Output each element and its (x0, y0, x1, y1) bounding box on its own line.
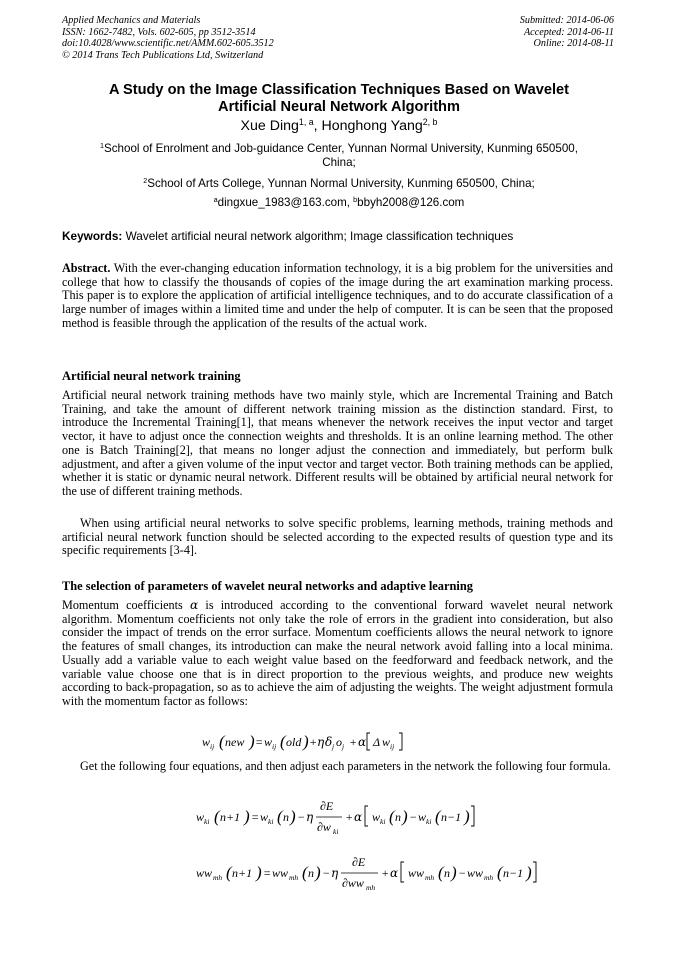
section-heading-training: Artificial neural network training (62, 369, 241, 383)
eq3-term1: ww (272, 866, 289, 880)
eq3-paren: ) (526, 863, 532, 882)
keywords (62, 229, 616, 243)
eq1-alpha: α (358, 735, 367, 749)
eq1-eta: η (317, 735, 325, 749)
issn-line: ISSN: 1662-7482, Vols. 602-605, pp 3512-3514 (62, 26, 256, 38)
eq3-paren: ( (438, 863, 444, 882)
eq3-alpha: α (390, 866, 399, 880)
eq2-denominator: ∂w (317, 820, 331, 834)
eq3-paren: ) (315, 863, 321, 882)
eq2-minus-2: − (409, 810, 418, 824)
eq2-eta: η (306, 810, 314, 824)
keywords-text: Wavelet artificial neural network algorithm; Image classification techniques (122, 229, 514, 243)
para-text-start: Momentum coefficients (62, 598, 190, 612)
eq2-term1: w (260, 810, 269, 824)
eq3-paren: ( (497, 863, 503, 882)
eq1-w: w (382, 735, 391, 749)
eq2-b2: w (418, 810, 427, 824)
accepted-date: Accepted: 2014-06-11 (523, 26, 614, 38)
eq3-plus: + (381, 866, 390, 880)
eq2-arg-nm1: n−1 (441, 810, 462, 824)
eq2-lhs-sub: ki (204, 817, 210, 826)
eq2-paren: ( (277, 807, 283, 826)
author-1: Xue Ding (240, 118, 299, 134)
eq2-paren: ( (214, 807, 220, 826)
affiliation-1-mark: 1 (100, 141, 105, 151)
eq1-plus-1: + (309, 735, 318, 749)
affiliation-2-text: School of Arts College, Yunnan Normal University, Kunming 650500, China; (147, 177, 535, 190)
author-1-affil: 1, a (298, 117, 314, 128)
affiliation-1 (62, 142, 616, 170)
author-2: Honghong Yang (321, 118, 423, 134)
equation-wki-update (196, 798, 486, 842)
eq1-bracket-right (399, 733, 402, 750)
title-line-1: A Study on the Image Classification Techniques Based on Wavelet (108, 82, 570, 98)
alpha-symbol: α (189, 598, 199, 612)
eq2-minus: − (297, 810, 306, 824)
eq1-paren: ( (219, 732, 225, 751)
eq3-arg-nm1: n−1 (503, 866, 524, 880)
eq1-Delta: Δ (373, 735, 381, 749)
eq2-paren: ) (402, 807, 408, 826)
eq3-bracket-left (401, 862, 404, 882)
eq2-paren: ) (464, 807, 470, 826)
eq3-arg-np1: n+1 (232, 866, 253, 880)
equation-wwmh-update (196, 853, 546, 899)
eq1-o: o (336, 735, 342, 749)
eq3-minus: − (322, 866, 331, 880)
eq3-term1-sub: mh (289, 873, 299, 882)
eq3-bracket-right (533, 862, 536, 882)
affiliation-1-line-2: China; (322, 156, 356, 169)
online-date: Online: 2014-08-11 (533, 38, 614, 50)
eq2-term1-sub: ki (268, 817, 274, 826)
eq2-plus: + (345, 810, 354, 824)
eq2-b2-sub: ki (426, 817, 432, 826)
eq1-lhs-sub: ij (210, 742, 215, 751)
eq3-b1-sub: mh (425, 873, 435, 882)
affiliation-2 (62, 177, 616, 191)
email-b: bbyh2008@126.com (357, 196, 465, 209)
eq2-paren: ( (435, 807, 441, 826)
eq3-b2: ww (467, 866, 484, 880)
section-training-para-1: Artificial neural network training methods have two mainly style, which are Incremental Training and Batch Training, and take the amount of different network training mission as the distinction standard. First, to introduce the Incremental Training[1], that means whenever the network receives the input vector and target vector, it have to adjust once the connection weights and thresholds. It is an online learning method. The other one is Batch Training[2], that means no longer adjust the connection and immediately, but perform bulk adjustment, and after a given volume of the input vector and target vector. Both training methods can be applied, whether it is static or dynamic neural network. Different results will be obtained by artificial neural network for the use of different training methods. (62, 388, 613, 498)
eq2-lhs: w (196, 810, 205, 824)
eq2-b1: w (372, 810, 381, 824)
eq1-delta-sub: j (332, 742, 335, 751)
eq3-b1: ww (408, 866, 425, 880)
eq1-plus-2: + (349, 735, 358, 749)
title-line-2: Artificial Neural Network Algorithm (218, 98, 460, 115)
eq1-paren: ) (249, 732, 255, 751)
eq1-equals: = (255, 735, 264, 749)
eq3-b2-sub: mh (484, 873, 494, 882)
eq1-term1-sub: ij (272, 742, 277, 751)
eq2-numerator: ∂E (320, 799, 334, 813)
equation-momentum-update (202, 730, 418, 752)
affiliation-1-line-1: School of Enrolment and Job-guidance Center, Yunnan Normal University, Kunming 650500, (104, 142, 578, 155)
section-training-para-2: When using artificial neural networks to solve specific problems, learning methods, training methods and artificial neural network function should be selected according to the expected results of question type and its specific requirements [3-4]. (62, 516, 613, 558)
eq3-arg-n: n (308, 866, 314, 880)
copyright-line: © 2014 Trans Tech Publications Ltd, Switzerland (62, 49, 264, 61)
eq3-denominator-sub: mh (366, 883, 376, 892)
eq1-term1-arg: old (286, 735, 302, 749)
eq3-paren: ) (451, 863, 457, 882)
paper-title (62, 82, 616, 115)
eq2-arg-n: n (283, 810, 289, 824)
abstract-text: With the ever-changing education information technology, it is a big problem for the universities and college that how to classify the thousands of copies of the image during the art examination marking process. This paper is to explore the application of artificial intelligence techniques, and to do accurate classification of a large number of images within a limited time and under the help of computer. It is can be seen that the proposed method is feasible through the application of the results of the actual work. (62, 261, 613, 330)
eq3-eta: η (331, 866, 339, 880)
submitted-date: Submitted: 2014-06-06 (519, 15, 614, 26)
author-list (62, 118, 616, 135)
email-a: dingxue_1983@163.com, (217, 196, 354, 209)
journal-header (62, 15, 274, 61)
journal-name: Applied Mechanics and Materials (62, 15, 201, 26)
eq1-lhs: w (202, 735, 211, 749)
para-text-rest: is introduced according to the conventional forward wavelet neural network algorithm. Momentum coefficients not only take the role of errors in the gradient into consideration, but also consider the impact of trends on the error surface. Momentum coefficients allows the neural network to ignore the features of small changes, its introduction can make the neural network avoid falling into a local minima. Usually add a variable value to each weight value based on the feedforward and feedback network, and the variable value choose one that is in direct proportion to the previous weights, and produce new weights according to back-propagation, so as to achieve the aim of adjusting the weights. The weight adjustment formula with the momentum factor as follows: (62, 598, 613, 708)
eq1-paren: ( (280, 732, 286, 751)
author-emails (62, 196, 616, 210)
author-2-affil: 2, b (422, 117, 438, 128)
doi-line: doi:10.4028/www.scientific.net/AMM.602-605.3512 (62, 38, 274, 50)
eq1-o-sub: j (342, 742, 345, 751)
eq2-paren: ) (244, 807, 250, 826)
email-a-mark: a (213, 195, 218, 205)
eq1-lhs-arg: new (225, 735, 245, 749)
section-heading-parameters: The selection of parameters of wavelet neural networks and adaptive learning (62, 579, 473, 593)
eq2-bracket-right (471, 806, 474, 826)
eq3-lhs-sub: mh (213, 873, 223, 882)
author-separator: , (313, 118, 322, 134)
eq3-equals: = (263, 866, 272, 880)
eq2-alpha: α (354, 810, 363, 824)
eq3-paren: ) (256, 863, 262, 882)
eq1-bracket-left (367, 733, 370, 750)
abstract (62, 262, 613, 331)
email-b-mark: b (353, 195, 358, 205)
eq2-arg-n-2: n (395, 810, 401, 824)
eq2-arg-np1: n+1 (220, 810, 241, 824)
section-parameters-para-1 (62, 599, 613, 709)
eq3-paren: ( (302, 863, 308, 882)
eq2-bracket-left (365, 806, 368, 826)
eq1-w-sub: ij (390, 742, 395, 751)
section-parameters-para-2: Get the following four equations, and then adjust each parameters in the network the following four formula. (80, 759, 611, 773)
eq1-delta: δ (325, 735, 333, 749)
eq3-arg-n-2: n (444, 866, 450, 880)
eq2-paren: ( (389, 807, 395, 826)
dates-header (520, 15, 614, 50)
affiliation-2-mark: 2 (143, 176, 148, 186)
eq1-term1: w (264, 735, 273, 749)
eq3-paren: ( (226, 863, 232, 882)
eq2-paren: ) (290, 807, 296, 826)
eq3-denominator: ∂ww (342, 876, 364, 890)
eq3-numerator: ∂E (352, 855, 366, 869)
abstract-label: Abstract. (62, 261, 111, 275)
eq1-paren: ) (303, 732, 309, 751)
eq2-b1-sub: ki (380, 817, 386, 826)
eq3-minus-2: − (458, 866, 467, 880)
eq2-denominator-sub: ki (333, 827, 339, 836)
eq3-lhs: ww (196, 866, 213, 880)
eq2-equals: = (251, 810, 260, 824)
keywords-label: Keywords: (62, 229, 123, 243)
